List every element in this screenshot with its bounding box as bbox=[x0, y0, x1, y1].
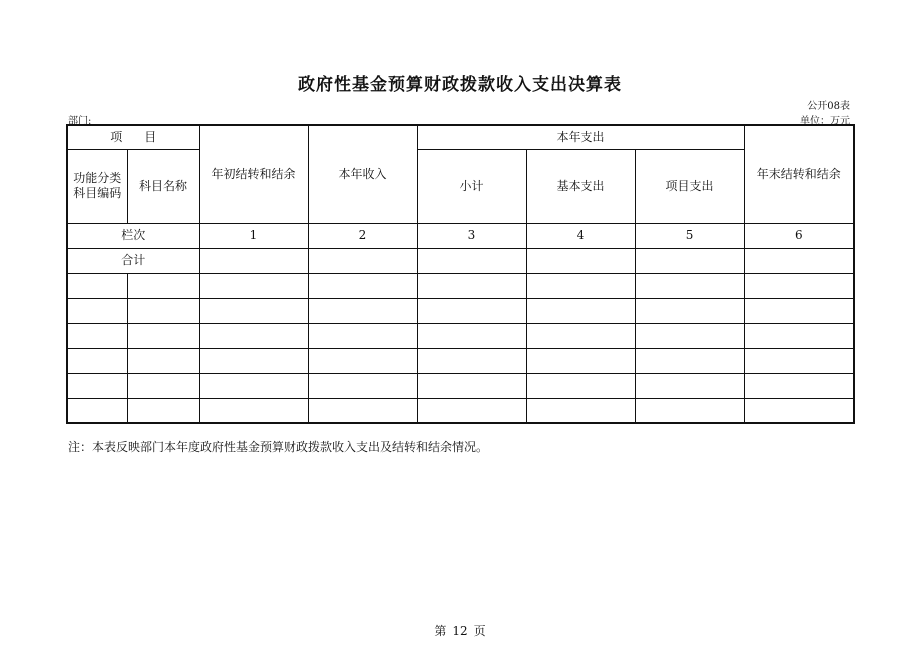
total-label: 合计 bbox=[67, 248, 199, 273]
column-number: 1 bbox=[199, 223, 308, 248]
table-cell bbox=[744, 298, 854, 323]
table-cell bbox=[67, 323, 127, 348]
table-cell bbox=[635, 398, 744, 423]
table-cell bbox=[744, 273, 854, 298]
header-func-code: 功能分类科目编码 bbox=[67, 149, 127, 223]
table-cell bbox=[127, 298, 199, 323]
table-cell bbox=[308, 398, 417, 423]
header-project-expense: 项目支出 bbox=[635, 149, 744, 223]
table-cell bbox=[526, 398, 635, 423]
table-cell bbox=[526, 348, 635, 373]
unit-label: 单位：万元 bbox=[800, 116, 850, 127]
total-cell bbox=[744, 248, 854, 273]
table-cell bbox=[635, 373, 744, 398]
table-cell bbox=[417, 273, 526, 298]
table-cell bbox=[127, 398, 199, 423]
table-row bbox=[67, 323, 854, 348]
table-cell bbox=[635, 348, 744, 373]
table-cell bbox=[127, 373, 199, 398]
column-number: 3 bbox=[417, 223, 526, 248]
table-cell bbox=[67, 373, 127, 398]
total-cell bbox=[308, 248, 417, 273]
footnote: 注：本表反映部门本年度政府性基金预算财政拨款收入支出及结转和结余情况。 bbox=[68, 440, 489, 454]
department-label: 部门: bbox=[68, 116, 92, 127]
table-cell bbox=[635, 298, 744, 323]
total-cell bbox=[199, 248, 308, 273]
table-cell bbox=[526, 273, 635, 298]
table-cell bbox=[67, 398, 127, 423]
table-cell bbox=[417, 398, 526, 423]
table-cell bbox=[199, 273, 308, 298]
table-cell bbox=[744, 373, 854, 398]
table-cell bbox=[526, 373, 635, 398]
header-basic-expense: 基本支出 bbox=[526, 149, 635, 223]
table-cell bbox=[526, 323, 635, 348]
table-cell bbox=[67, 298, 127, 323]
column-number: 2 bbox=[308, 223, 417, 248]
table-cell bbox=[308, 323, 417, 348]
header-subtotal: 小计 bbox=[417, 149, 526, 223]
header-begin-balance: 年初结转和结余 bbox=[199, 125, 308, 223]
header-item: 项 目 bbox=[67, 125, 199, 149]
page-number: 第 12 页 bbox=[434, 624, 486, 638]
column-number: 4 bbox=[526, 223, 635, 248]
table-cell bbox=[67, 348, 127, 373]
table-cell bbox=[308, 373, 417, 398]
table-cell bbox=[308, 298, 417, 323]
page-title: 政府性基金预算财政拨款收入支出决算表 bbox=[298, 75, 622, 95]
total-cell bbox=[635, 248, 744, 273]
table-row bbox=[67, 298, 854, 323]
table-cell bbox=[635, 273, 744, 298]
form-code: 公开08表 bbox=[807, 101, 850, 112]
header-end-balance: 年末结转和结余 bbox=[744, 125, 854, 223]
table-cell bbox=[199, 298, 308, 323]
table-cell bbox=[308, 273, 417, 298]
table-cell bbox=[526, 298, 635, 323]
table-cell bbox=[127, 273, 199, 298]
table-cell bbox=[199, 373, 308, 398]
column-number: 6 bbox=[744, 223, 854, 248]
column-number: 5 bbox=[635, 223, 744, 248]
table-cell bbox=[308, 348, 417, 373]
table-cell bbox=[744, 398, 854, 423]
table-cell bbox=[127, 323, 199, 348]
table-cell bbox=[635, 323, 744, 348]
total-cell bbox=[417, 248, 526, 273]
header-current-expense: 本年支出 bbox=[417, 125, 744, 149]
column-index-label: 栏次 bbox=[67, 223, 199, 248]
table-cell bbox=[417, 323, 526, 348]
table-row bbox=[67, 373, 854, 398]
budget-table bbox=[66, 124, 855, 424]
table-cell bbox=[744, 323, 854, 348]
header-current-income: 本年收入 bbox=[308, 125, 417, 223]
table-cell bbox=[744, 348, 854, 373]
table-cell bbox=[67, 273, 127, 298]
table-row bbox=[67, 273, 854, 298]
table-cell bbox=[417, 298, 526, 323]
total-cell bbox=[526, 248, 635, 273]
table-cell bbox=[417, 348, 526, 373]
header-subject-name: 科目名称 bbox=[127, 149, 199, 223]
table-cell bbox=[199, 323, 308, 348]
table-cell bbox=[199, 398, 308, 423]
table-cell bbox=[417, 373, 526, 398]
table-row bbox=[67, 398, 854, 423]
table-cell bbox=[199, 348, 308, 373]
table-cell bbox=[127, 348, 199, 373]
table-row bbox=[67, 348, 854, 373]
